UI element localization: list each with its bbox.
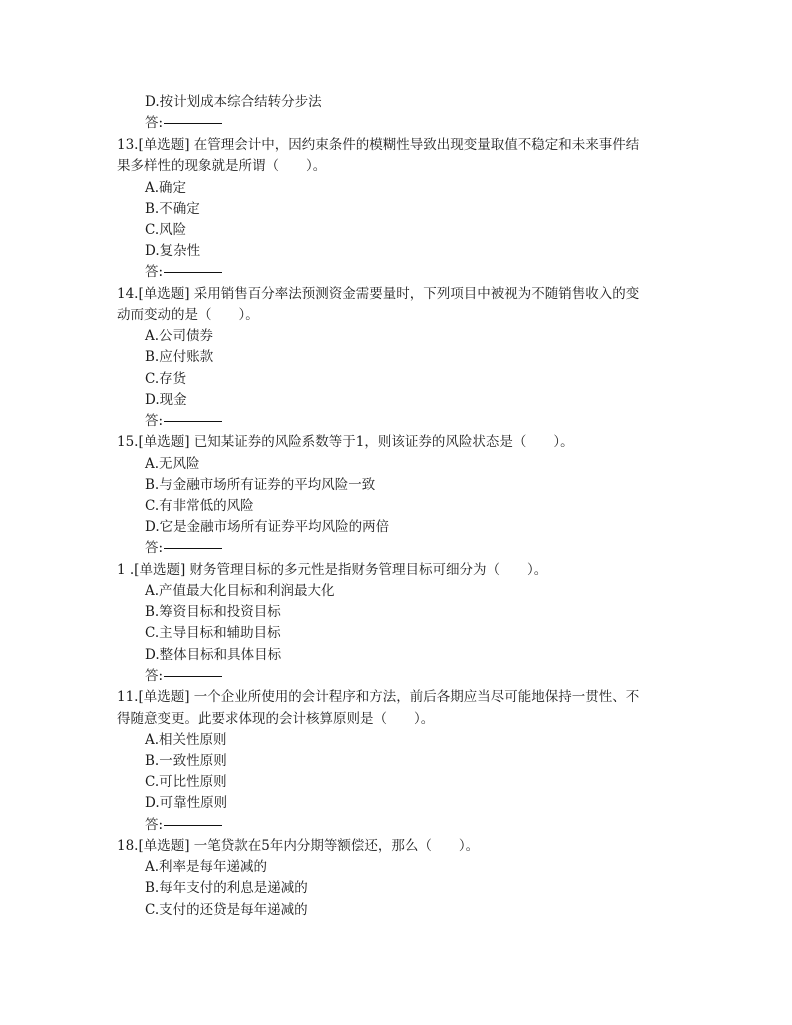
- answer-label: 答:: [145, 817, 164, 833]
- option-a: A.产值最大化目标和利润最大化: [145, 583, 335, 599]
- option-a: A.确定: [145, 180, 187, 196]
- answer-label: 答:: [145, 413, 164, 429]
- question-18-text: 18.[单选题] 一笔贷款在5年内分期等额偿还，那么（ ）。: [117, 838, 480, 854]
- answer-label: 答:: [145, 115, 164, 131]
- option-b: B.每年支付的利息是递减的: [145, 880, 308, 896]
- option-b: B.应付账款: [145, 349, 214, 365]
- answer-label: 答:: [145, 264, 164, 280]
- option-a: A.公司债券: [145, 328, 214, 344]
- question-11-text: 11.[单选题] 一个企业所使用的会计程序和方法，前后各期应当尽可能地保持一贯性、不: [117, 689, 640, 705]
- answer-line: [145, 815, 222, 835]
- option-d: D.现金: [145, 392, 187, 408]
- answer-blank: [164, 548, 222, 549]
- option-c: C.支付的还贷是每年递减的: [145, 902, 308, 918]
- option-d: D.它是金融市场所有证券平均风险的两倍: [145, 519, 390, 535]
- option-b: B.不确定: [145, 201, 200, 217]
- answer-label: 答:: [145, 540, 164, 556]
- option-d: D.整体目标和具体目标: [145, 647, 282, 663]
- option-d: D.按计划成本综合结转分步法: [145, 94, 322, 110]
- answer-blank: [164, 272, 222, 273]
- option-d: D.可靠性原则: [145, 795, 228, 811]
- option-a: A.无风险: [145, 456, 200, 472]
- option-b: B.一致性原则: [145, 753, 227, 769]
- question-14-text-cont: 动而变动的是（ ）。: [117, 307, 259, 323]
- answer-line: [145, 538, 222, 558]
- answer-blank: [164, 676, 222, 677]
- answer-line: [145, 666, 222, 686]
- option-c: C.主导目标和辅助目标: [145, 625, 281, 641]
- answer-blank: [164, 123, 222, 124]
- question-15-text: 15.[单选题] 已知某证券的风险系数等于1，则该证券的风险状态是（ ）。: [117, 434, 574, 450]
- answer-line: [145, 262, 222, 282]
- answer-blank: [164, 825, 222, 826]
- question-13-text-cont: 果多样性的现象就是所谓（ ）。: [117, 158, 327, 174]
- option-b: B.与金融市场所有证券的平均风险一致: [145, 477, 376, 493]
- answer-line: [145, 113, 222, 133]
- question-14-text: 14.[单选题] 采用销售百分率法预测资金需要量时，下列项目中被视为不随销售收入的变: [117, 286, 640, 302]
- option-a: A.利率是每年递减的: [145, 859, 268, 875]
- option-a: A.相关性原则: [145, 732, 227, 748]
- question-1-text: 1 .[单选题] 财务管理目标的多元性是指财务管理目标可细分为（ ）。: [117, 562, 548, 578]
- answer-blank: [164, 421, 222, 422]
- option-c: C.有非常低的风险: [145, 498, 254, 514]
- answer-line: [145, 411, 222, 431]
- option-b: B.筹资目标和投资目标: [145, 604, 281, 620]
- option-c: C.可比性原则: [145, 774, 227, 790]
- option-c: C.风险: [145, 222, 187, 238]
- question-13-text: 13.[单选题] 在管理会计中，因约束条件的模糊性导致出现变量取值不稳定和未来事件结: [117, 137, 640, 153]
- option-d: D.复杂性: [145, 243, 201, 259]
- option-c: C.存货: [145, 371, 187, 387]
- answer-label: 答:: [145, 668, 164, 684]
- question-11-text-cont: 得随意变更。此要求体现的会计核算原则是（ ）。: [117, 711, 435, 727]
